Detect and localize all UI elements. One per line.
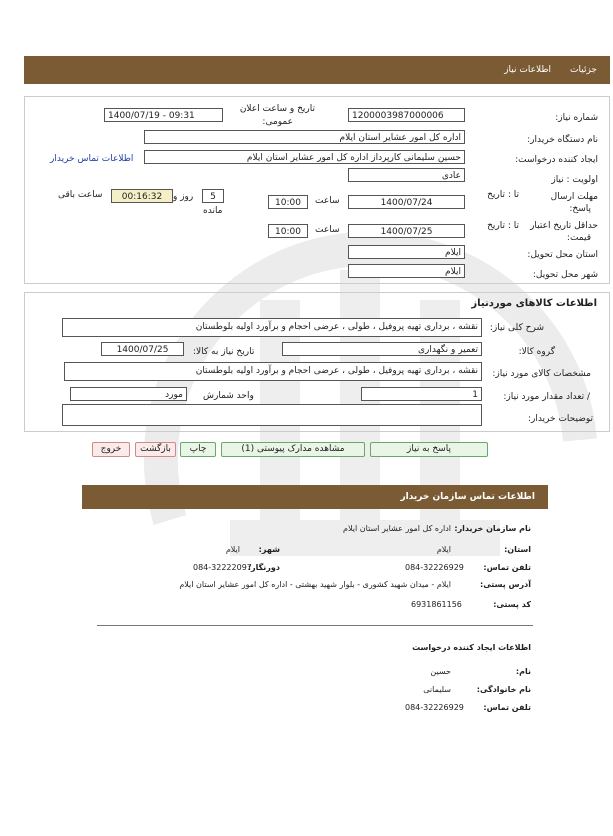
deadline-time-field: 10:00 bbox=[268, 195, 308, 209]
contact-section-title: اطلاعات تماس سازمان خریدار bbox=[400, 492, 535, 502]
priority-field: عادی bbox=[348, 168, 465, 182]
contact-phone-label: تلفن تماس: bbox=[483, 563, 531, 572]
group-field: تعمیر و نگهداری bbox=[282, 342, 482, 356]
validity-date-field: 1400/07/25 bbox=[348, 224, 465, 238]
reply-button[interactable]: پاسخ به نیاز bbox=[370, 442, 488, 457]
creator-field: حسین سلیمانی کارپرداز اداره کل امور عشایر استان ایلام bbox=[144, 150, 465, 164]
remaining-days-field: 5 bbox=[202, 189, 224, 203]
contact-address: ایلام - میدان شهید کشوری - بلوار شهید بهشتی - اداره کل امور عشایر استان ایلام bbox=[179, 580, 451, 589]
buyer-org-label: نام دستگاه خریدار: bbox=[527, 135, 598, 145]
contact-city-label: شهر: bbox=[258, 545, 280, 554]
contact-fax-label: دورنگار: bbox=[247, 563, 280, 572]
announce-datetime-field: 1400/07/19 - 09:31 bbox=[104, 108, 223, 122]
contact-province-label: استان: bbox=[504, 545, 531, 554]
deadline-time-label: ساعت bbox=[315, 196, 340, 206]
creator-section-title: اطلاعات ایجاد کننده درخواست bbox=[412, 643, 531, 652]
validity-time-label: ساعت bbox=[315, 225, 340, 235]
validity-until-label: تا : تاریخ bbox=[487, 221, 519, 231]
days-label: روز و bbox=[173, 192, 194, 202]
exit-button[interactable]: خروج bbox=[92, 442, 130, 457]
need-number-field: 1200003987000006 bbox=[348, 108, 465, 122]
creator-name-label: نام: bbox=[515, 667, 531, 676]
creator-name: حسین bbox=[430, 667, 451, 676]
breadcrumb-home[interactable]: جزئیات bbox=[570, 65, 597, 75]
creator-family-label: نام خانوادگی: bbox=[476, 685, 531, 694]
goods-section-title: اطلاعات کالاهای موردنیاز bbox=[471, 298, 597, 309]
validity-label-2: قیمت: bbox=[566, 233, 591, 243]
validity-label-1: حداقل تاریخ اعتبار bbox=[530, 221, 598, 231]
unit-label: واحد شمارش bbox=[203, 391, 254, 401]
priority-label: اولویت : نیاز bbox=[551, 175, 598, 185]
group-label: گروه کالا: bbox=[518, 347, 555, 357]
contact-phone: 084-32226929 bbox=[405, 563, 464, 572]
creator-phone-label: تلفن تماس: bbox=[483, 703, 531, 712]
qty-label: / تعداد مقدار مورد نیاز: bbox=[503, 392, 590, 402]
city-field: ایلام bbox=[348, 264, 465, 278]
buyer-org-field: اداره کل امور عشایر استان ایلام bbox=[144, 130, 465, 144]
remaining-hours-label: ساعت باقی bbox=[58, 190, 103, 200]
buyer-notes-label: توضیحات خریدار: bbox=[527, 414, 593, 424]
unit-field: مورد bbox=[70, 387, 187, 401]
print-button[interactable]: چاپ bbox=[180, 442, 216, 457]
spec-label: مشخصات کالای مورد نیاز: bbox=[492, 369, 591, 379]
view-docs-button[interactable]: مشاهده مدارک پیوستی (1) bbox=[221, 442, 365, 457]
validity-time-field: 10:00 bbox=[268, 224, 308, 238]
remaining-label: مانده bbox=[203, 206, 223, 216]
breadcrumb-current: اطلاعات نیاز bbox=[504, 65, 551, 75]
province-field: ایلام bbox=[348, 245, 465, 259]
province-label: استان محل تحویل: bbox=[527, 250, 598, 260]
need-number-label: شماره نیاز: bbox=[555, 113, 598, 123]
contact-postal: 6931861156 bbox=[411, 600, 462, 609]
general-desc-label: شرح کلی نیاز: bbox=[489, 323, 544, 333]
remaining-time-field: 00:16:32 bbox=[111, 189, 173, 203]
back-button[interactable]: بازگشت bbox=[135, 442, 176, 457]
contact-city: ایلام bbox=[225, 545, 240, 554]
announce-label-1: تاریخ و ساعت اعلان bbox=[239, 104, 315, 114]
contact-postal-label: کد پستی: bbox=[493, 600, 531, 609]
need-date-label: تاریخ نیاز به کالا: bbox=[193, 347, 255, 357]
announce-label-2: عمومی: bbox=[262, 117, 293, 127]
creator-family: سلیمانی bbox=[423, 685, 451, 694]
need-date-field: 1400/07/25 bbox=[101, 342, 184, 356]
creator-phone: 084-32226929 bbox=[405, 703, 464, 712]
contact-province: ایلام bbox=[436, 545, 451, 554]
contact-address-label: آدرس پستی: bbox=[480, 580, 531, 589]
deadline-date-field: 1400/07/24 bbox=[348, 195, 465, 209]
deadline-label-2: پاسخ: bbox=[569, 204, 591, 214]
contact-buyer-org: اداره کل امور عشایر استان ایلام bbox=[343, 524, 451, 533]
city-label: شهر محل تحویل: bbox=[532, 270, 598, 280]
buyer-notes-field bbox=[62, 404, 482, 426]
deadline-label-1: مهلت ارسال bbox=[550, 192, 598, 202]
general-desc-field: نقشه ، برداری تهیه پروفیل ، طولی ، عرضی احجام و برآورد اولیه بلوطستان bbox=[62, 318, 482, 337]
qty-field: 1 bbox=[361, 387, 482, 401]
creator-label: ایجاد کننده درخواست: bbox=[515, 155, 598, 165]
section-divider bbox=[97, 625, 533, 626]
buyer-contact-link[interactable]: اطلاعات تماس خریدار bbox=[50, 154, 134, 164]
contact-fax: 084-32222097 bbox=[193, 563, 252, 572]
contact-buyer-org-label: نام سازمان خریدار: bbox=[454, 524, 531, 533]
spec-field: نقشه ، برداری تهیه پروفیل ، طولی ، عرضی احجام و برآورد اولیه بلوطستان bbox=[64, 362, 482, 381]
deadline-until-label: تا : تاریخ bbox=[487, 190, 519, 200]
